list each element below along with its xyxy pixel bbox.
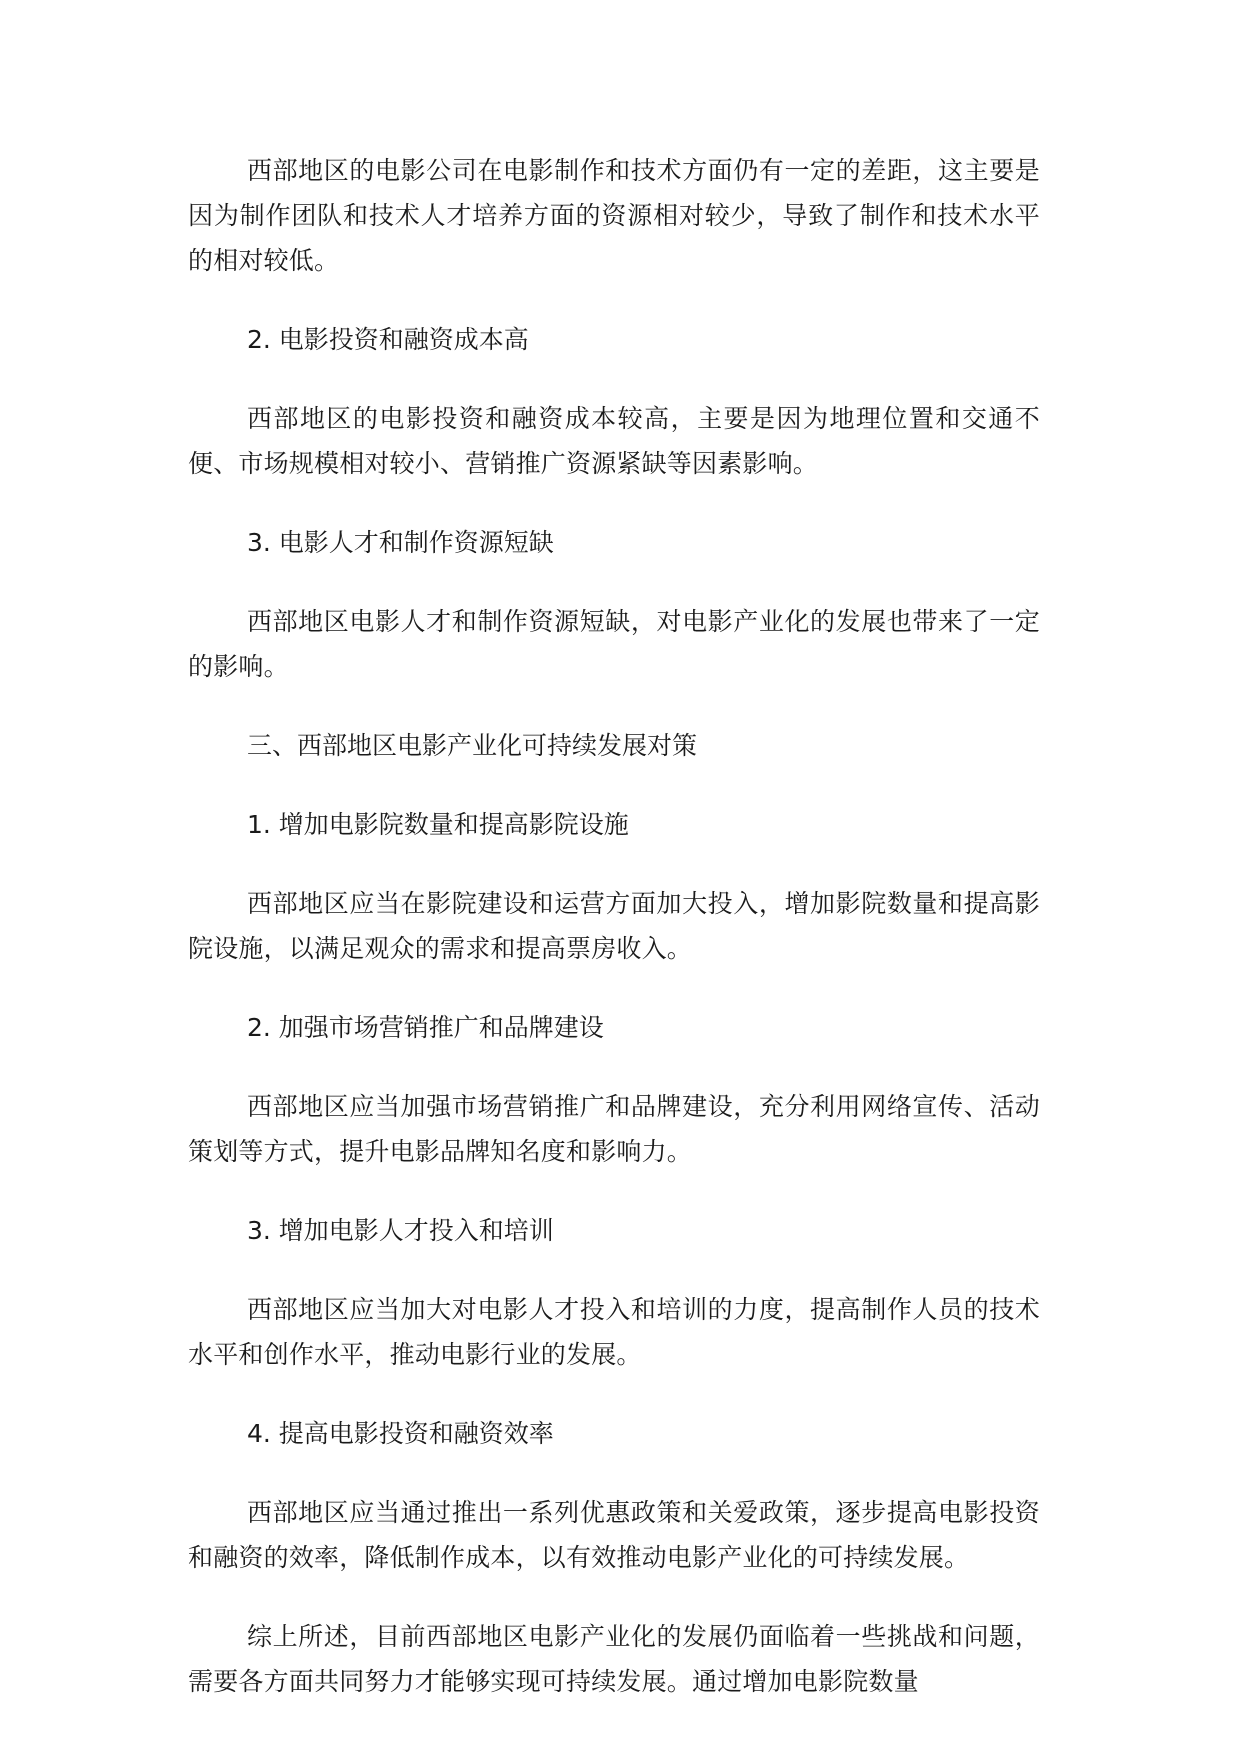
- paragraph: 西部地区应当加大对电影人才投入和培训的力度，提高制作人员的技术水平和创作水平，推动电影行业的发展。: [188, 1295, 1040, 1369]
- section-heading: 2. 加强市场营销推广和品牌建设: [247, 1013, 604, 1042]
- section-heading: 3. 增加电影人才投入和培训: [247, 1216, 554, 1245]
- paragraph: 西部地区应当在影院建设和运营方面加大投入，增加影院数量和提高影院设施，以满足观众的需求和提高票房收入。: [188, 889, 1040, 963]
- paragraph: 西部地区电影人才和制作资源短缺，对电影产业化的发展也带来了一定的影响。: [188, 607, 1040, 681]
- paragraph: 西部地区应当加强市场营销推广和品牌建设，充分利用网络宣传、活动策划等方式，提升电影品牌知名度和影响力。: [188, 1092, 1040, 1166]
- document-page: [188, 148, 1040, 1738]
- section-heading: 1. 增加电影院数量和提高影院设施: [247, 810, 629, 839]
- section-heading: 2. 电影投资和融资成本高: [247, 325, 529, 354]
- paragraph: 西部地区应当通过推出一系列优惠政策和关爱政策，逐步提高电影投资和融资的效率，降低制作成本，以有效推动电影产业化的可持续发展。: [188, 1498, 1040, 1572]
- chapter-heading: 三、西部地区电影产业化可持续发展对策: [247, 731, 698, 760]
- section-heading: 3. 电影人才和制作资源短缺: [247, 528, 554, 557]
- paragraph: 西部地区的电影投资和融资成本较高，主要是因为地理位置和交通不便、市场规模相对较小、营销推广资源紧缺等因素影响。: [188, 404, 1040, 478]
- paragraph: 综上所述，目前西部地区电影产业化的发展仍面临着一些挑战和问题，需要各方面共同努力才能够实现可持续发展。通过增加电影院数量: [188, 1622, 1040, 1696]
- section-heading: 4. 提高电影投资和融资效率: [247, 1419, 554, 1448]
- paragraph: 西部地区的电影公司在电影制作和技术方面仍有一定的差距，这主要是因为制作团队和技术人才培养方面的资源相对较少，导致了制作和技术水平的相对较低。: [188, 156, 1040, 275]
